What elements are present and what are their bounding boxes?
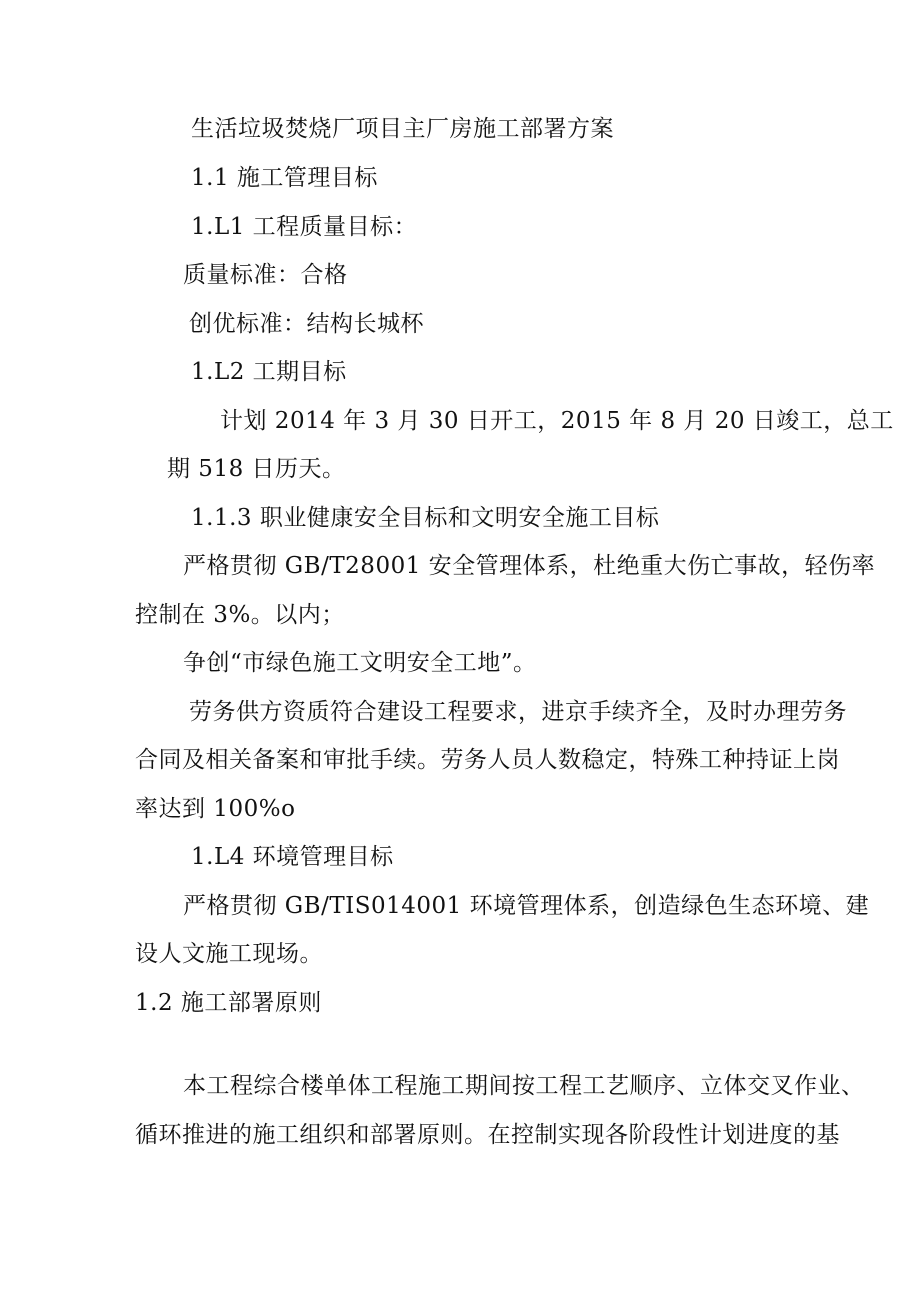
heading-safety-goals: 1.1.3 职业健康安全目标和文明安全施工目标 [191, 505, 660, 531]
labor-paragraph-line-1: 劳务供方资质符合建设工程要求，进京手续齐全，及时办理劳务 [189, 699, 847, 725]
labor-paragraph-line-2: 合同及相关备案和审批手续。劳务人员人数稳定，特殊工种持证上岗 [135, 747, 840, 773]
heading-quality-goals: 1.L1 工程质量目标： [191, 214, 418, 240]
green-site-text: 争创“市绿色施工文明安全工地”。 [183, 650, 537, 676]
safety-paragraph-line-2: 控制在 3%。以内； [135, 602, 345, 628]
heading-construction-management-goals: 1.1 施工管理目标 [191, 165, 378, 191]
schedule-paragraph-line-1: 计划 2014 年 3 月 30 日开工，2015 年 8 月 20 日竣工，总工 [220, 408, 894, 434]
heading-environment-goals: 1.L4 环境管理目标 [191, 844, 394, 870]
heading-deployment-principles: 1.2 施工部署原则 [135, 990, 322, 1016]
environment-paragraph-line-1: 严格贯彻 GB/TIS014001 环境管理体系，创造绿色生态环境、建 [183, 893, 870, 919]
excellence-standard-text: 创优标准：结构长城杯 [189, 311, 424, 337]
document-title: 生活垃圾焚烧厂项目主厂房施工部署方案 [191, 116, 614, 142]
principles-paragraph-line-2: 循环推进的施工组织和部署原则。在控制实现各阶段性计划进度的基 [135, 1122, 840, 1148]
quality-standard-text: 质量标准：合格 [183, 262, 348, 288]
heading-schedule-goals: 1.L2 工期目标 [191, 359, 347, 385]
safety-paragraph-line-1: 严格贯彻 GB/T28001 安全管理体系，杜绝重大伤亡事故，轻伤率 [183, 553, 876, 579]
environment-paragraph-line-2: 设人文施工现场。 [135, 941, 323, 967]
labor-paragraph-line-3: 率达到 100%o [135, 796, 296, 822]
principles-paragraph-line-1: 本工程综合楼单体工程施工期间按工程工艺顺序、立体交叉作业、 [183, 1073, 865, 1099]
schedule-paragraph-line-2: 期 518 日历天。 [167, 456, 346, 482]
